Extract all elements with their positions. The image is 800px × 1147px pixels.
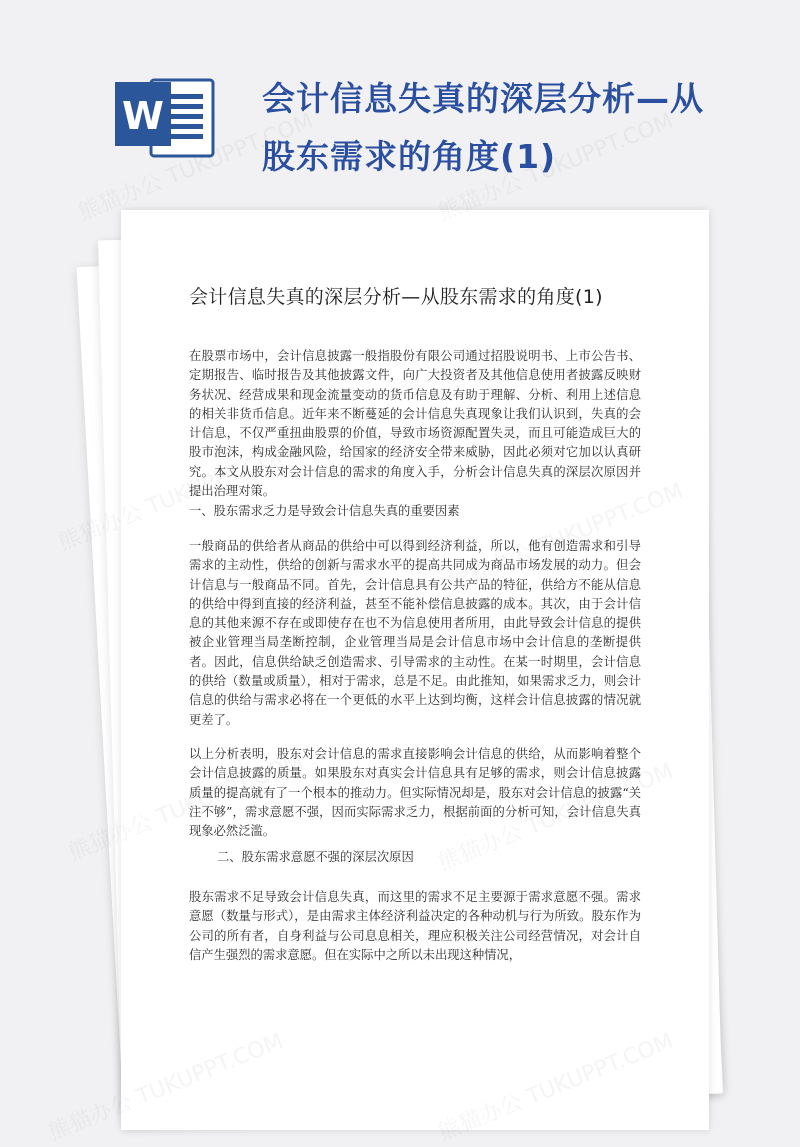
word-icon-letter: W [122,94,164,138]
header [0,0,800,215]
page-title [262,70,722,186]
section-heading-2: 二、股东需求意愿不强的深层次原因 [217,850,414,864]
document-page [121,210,709,1130]
document-title: 会计信息失真的深层分析—从股东需求的角度(1) [189,286,603,308]
paragraph-2: 一般商品的供给者从商品的供给中可以得到经济利益，所以，他有创造需求和引导需求的主动性，供给的创新与需求水平的提高共同成为商品市场发展的动力。但会计信息与一般商品不同。首先，会计信息具有公共产品的特征，供给方不能从信息的供给中得到直接的经济利益，甚至不能补偿信息披露的成本。其次，由于会计信息的其他来源不存在或即使存在也不为信息使用者所用，由此导致会计信息的提供被企业管理当局垄断控制，企业管理当局是会计信息市场中会计信息的垄断提供者。因此，信息供给缺乏创造需求、引导需求的主动性。在某一时期里，会计信息的供给（数量或质量），相对于需求，总是不足。由此推知，如果需求乏力，则会计信息的供给与需求必将在一个更低的水平上达到均衡，这样会计信息披露的情况就更差了。 [189,539,641,727]
paragraph-3: 以上分析表明，股东对会计信息的需求直接影响会计信息的供给，从而影响着整个会计信息披露的质量。如果股东对真实会计信息具有足够的需求，则会计信息披露质量的提高就有了一个根本的推动力。但实际情况却是，股东对会计信息的披露“关注不够”，需求意愿不强，因而实际需求乏力，根据前面的分析可知，会计信息失真现象必然泛滥。 [189,747,641,839]
paragraph-4: 股东需求不足导致会计信息失真，而这里的需求不足主要源于需求意愿不强。需求意愿（数量与形式），是由需求主体经济利益决定的各种动机与行为所致。股东作为公司的所有者，自身利益与公司息息相关，理应积极关注公司经营情况，对会计自信产生强烈的需求意愿。但在实际中之所以未出现这种情况， [189,890,641,962]
paragraph-1: 在股票市场中，会计信息披露一般指股份有限公司通过招股说明书、上市公告书、定期报告、临时报告及其他披露文件，向广大投资者及其他信息使用者披露反映财务状况、经营成果和现金流量变动的货币信息及有助于理解、分析、利用上述信息的相关非货币信息。近年来不断蔓延的会计信息失真现象让我们认识到，失真的会计信息，不仅严重扭曲股票的价值，导致市场资源配置失灵，而且可能造成巨大的股市泡沫，构成金融风险，给国家的经济安全带来威胁，因此必须对它加以认真研究。本文从股东对会计信息的需求的角度入手，分析会计信息失真的深层次原因并提出治理对策。 [189,349,641,499]
page-title-line-2: 股东需求的角度(1) [262,137,557,176]
section-heading-1: 一、股东需求乏力是导致会计信息失真的重要因素 [189,504,460,518]
page-title-line-1: 会计信息失真的深层分析—从 [262,79,704,118]
word-document-icon [113,72,218,164]
